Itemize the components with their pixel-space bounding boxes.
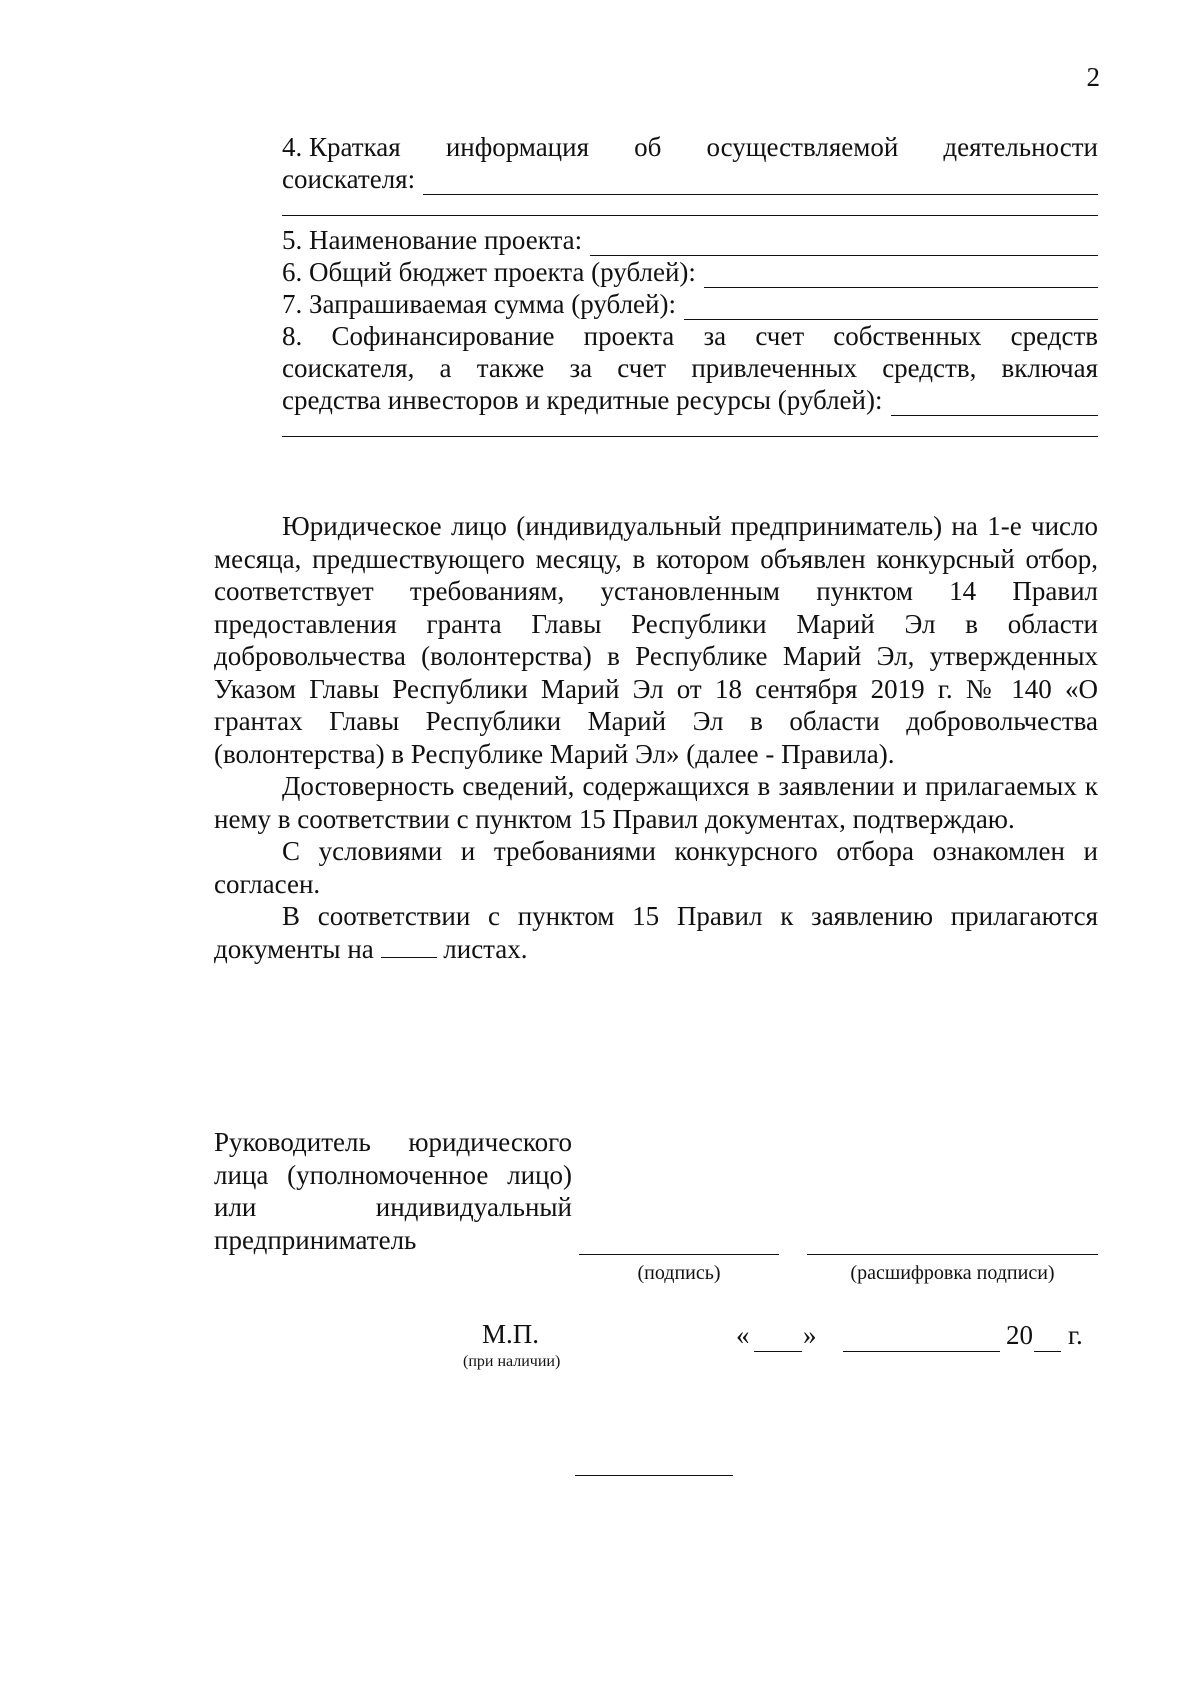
footer-rule bbox=[575, 1475, 733, 1476]
item-7-blank[interactable] bbox=[684, 293, 1098, 320]
item-8-blank[interactable] bbox=[891, 389, 1099, 416]
item-4-blank-extra[interactable] bbox=[282, 195, 1098, 216]
page-number: 2 bbox=[1086, 62, 1100, 92]
item-4-word: информация bbox=[445, 132, 589, 162]
item-4-label: соискателя: bbox=[282, 164, 416, 194]
item-7-label: 7. Запрашиваемая сумма (рублей): bbox=[282, 289, 676, 319]
form-fields bbox=[282, 131, 1098, 437]
item-8-field[interactable] bbox=[282, 384, 1098, 416]
sheet-count-blank[interactable] bbox=[381, 935, 437, 958]
item-4-field[interactable] bbox=[282, 163, 1098, 195]
item-6-field[interactable] bbox=[282, 256, 1098, 288]
signature-decoding-line[interactable] bbox=[807, 1253, 1098, 1255]
item-4-word: об bbox=[634, 132, 662, 162]
stamp-note: (при наличии) bbox=[463, 1353, 561, 1370]
date-year-suffix: г. bbox=[1068, 1320, 1083, 1350]
item-4-word: деятельности bbox=[943, 132, 1098, 162]
paragraph-attachments bbox=[214, 900, 1098, 965]
paragraph-consent: С условиями и требованиями конкурсного отбора ознакомлен и согласен. bbox=[214, 836, 1098, 899]
decoding-caption: (расшифровка подписи) bbox=[850, 1262, 1055, 1284]
item-5-label: 5. Наименование проекта: bbox=[282, 225, 583, 255]
paragraph-compliance: Юридическое лицо (индивидуальный предприниматель) на 1-е число месяца, предшествующего месяцу, в котором объявлен конкурсный отбор, соответствует требованиям, установленным пунктом 14 Правил предоставления гранта Главы Республики Марий Эл в области добровольчества (волонтерства) в Республике Марий Эл, утвержденных Указом Главы Республики Марий Эл от 18 сентября 2019 г. № 140 «О грантах Главы Республики Марий Эл в области добровольчества (волонтерства) в Республике Марий Эл» (далее - Правила). bbox=[214, 511, 1098, 769]
date-day-blank[interactable] bbox=[754, 1350, 802, 1352]
item-7-field[interactable] bbox=[282, 288, 1098, 320]
item-5-field[interactable] bbox=[282, 224, 1098, 256]
item-5-blank[interactable] bbox=[590, 229, 1098, 256]
attachments-text: В соответствии с пунктом 15 Правил к заявлению прилагаются документы на bbox=[214, 901, 1098, 964]
item-4-word: осуществляемой bbox=[706, 132, 899, 162]
item-4-blank[interactable] bbox=[423, 168, 1098, 195]
signature-line[interactable] bbox=[579, 1253, 779, 1255]
item-6-label: 6. Общий бюджет проекта (рублей): bbox=[282, 257, 696, 287]
date-month-blank[interactable] bbox=[843, 1350, 1000, 1352]
item-4-word: 4. Краткая bbox=[282, 132, 401, 162]
item-4-heading bbox=[282, 131, 1098, 163]
date-quote-open: « bbox=[736, 1320, 750, 1350]
declaration-text bbox=[214, 510, 1098, 965]
paragraph-accuracy: Достоверность сведений, содержащихся в заявлении и прилагаемых к нему в соответствии с пунктом 15 Правил документах, подтверждаю. bbox=[214, 771, 1098, 834]
signer-title: Руководитель юридического лица (уполномоченное лицо) или индивидуальный предприниматель bbox=[214, 1127, 572, 1255]
date-year-prefix: 20 bbox=[1006, 1320, 1033, 1350]
item-8-line-1: 8. Софинансирование проекта за счет собственных средств bbox=[282, 321, 1098, 351]
item-8-blank-extra[interactable] bbox=[282, 416, 1098, 437]
item-8-line-2: соискателя, а также за счет привлеченных средств, включая bbox=[282, 353, 1098, 383]
date-quote-close: » bbox=[803, 1320, 817, 1350]
signature-caption: (подпись) bbox=[637, 1262, 721, 1284]
item-6-blank[interactable] bbox=[704, 261, 1098, 288]
item-8-label: средства инвесторов и кредитные ресурсы (рублей): bbox=[282, 385, 883, 415]
stamp-label: М.П. bbox=[482, 1319, 540, 1349]
date-year-blank[interactable] bbox=[1034, 1350, 1061, 1352]
attachments-text-end: листах. bbox=[443, 933, 528, 964]
